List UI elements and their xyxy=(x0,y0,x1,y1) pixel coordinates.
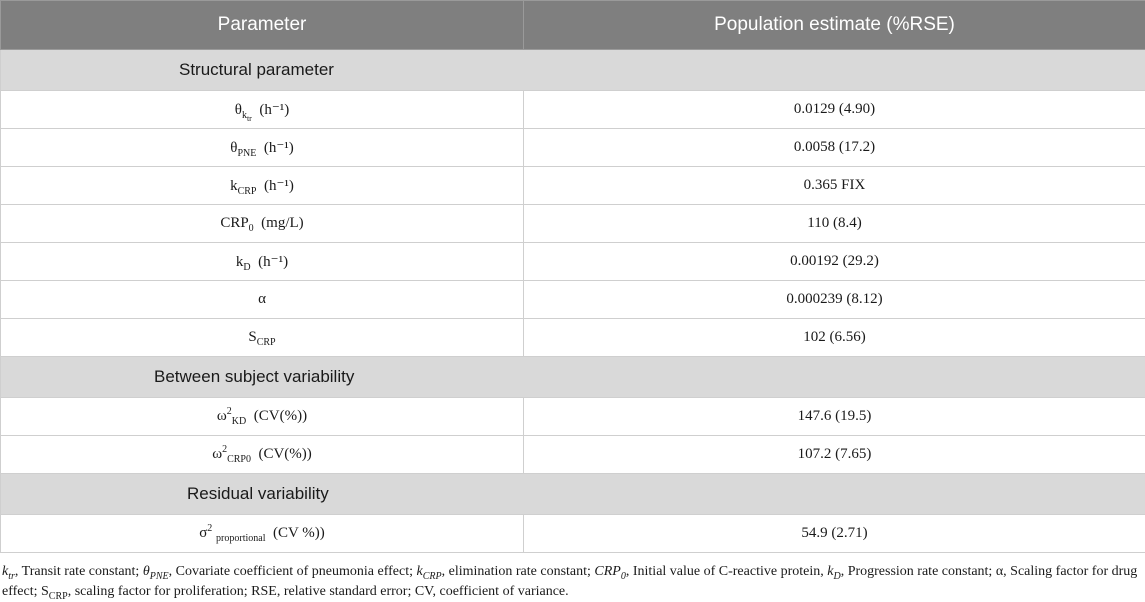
param-theta-pne: $\theta_{PNE}$ (h⁻¹) xyxy=(1,129,524,167)
header-row xyxy=(1,1,1145,50)
section-row-structural xyxy=(1,50,1145,91)
value-theta-ktr: 0.0129 (4.90) xyxy=(524,91,1145,129)
table-row xyxy=(1,398,1145,436)
value-theta-pne: 0.0058 (17.2) xyxy=(524,129,1145,167)
value-s-crp: 102 (6.56) xyxy=(524,319,1145,357)
param-alpha: α xyxy=(1,281,524,319)
param-omega-crp0: $\omega^2_{CRP0}$ (CV(%)) xyxy=(1,436,524,474)
param-theta-ktr: $\theta_{k_{tr}}$ (h⁻¹) xyxy=(1,91,524,129)
value-crp0: 110 (8.4) xyxy=(524,205,1145,243)
param-s-crp: $S_{CRP}$ xyxy=(1,319,524,357)
table-row xyxy=(1,91,1145,129)
section-row-residual xyxy=(1,474,1145,515)
value-k-crp: 0.365 FIX xyxy=(524,167,1145,205)
section-label-structural: Structural parameter xyxy=(179,60,334,79)
section-label-between: Between subject variability xyxy=(154,367,355,386)
table-row xyxy=(1,319,1145,357)
param-k-crp: $k_{CRP}$ (h⁻¹) xyxy=(1,167,524,205)
table-row xyxy=(1,167,1145,205)
table-footnote: $k_{tr}$, Transit rate constant; $\theta_{PNE}$, Covariate coefficient of pneumonia effect; $k_{CRP}$, elimination rate constant; $CRP_0$, Initial value of C-reactive protein, $k_D$, Progression rate constant; α, Scaling factor for drug effect; $S_{CRP}$, scaling factor for proliferation; RSE, relative standard error; CV, coefficient of variance. xyxy=(2,564,1138,602)
table-row xyxy=(1,515,1145,553)
param-sigma-proportional: $\sigma^2$ $_{proportional}$ (CV %)) xyxy=(1,515,524,553)
section-label-residual: Residual variability xyxy=(187,484,329,503)
section-row-between xyxy=(1,357,1145,398)
table-row xyxy=(1,205,1145,243)
param-k-d: $k_D$ (h⁻¹) xyxy=(1,243,524,281)
table-row xyxy=(1,129,1145,167)
value-alpha: 0.000239 (8.12) xyxy=(524,281,1145,319)
table-row xyxy=(1,281,1145,319)
value-sigma-proportional: 54.9 (2.71) xyxy=(524,515,1145,553)
param-omega-kd: $\omega^2_{KD}$ (CV(%)) xyxy=(1,398,524,436)
value-omega-kd: 147.6 (19.5) xyxy=(524,398,1145,436)
table-row xyxy=(1,436,1145,474)
value-omega-crp0: 107.2 (7.65) xyxy=(524,436,1145,474)
header-parameter: Parameter xyxy=(1,1,524,50)
header-population-estimate: Population estimate (%RSE) xyxy=(524,1,1145,50)
value-k-d: 0.00192 (29.2) xyxy=(524,243,1145,281)
param-crp0: $CRP_0$ (mg/L) xyxy=(1,205,524,243)
table-row xyxy=(1,243,1145,281)
